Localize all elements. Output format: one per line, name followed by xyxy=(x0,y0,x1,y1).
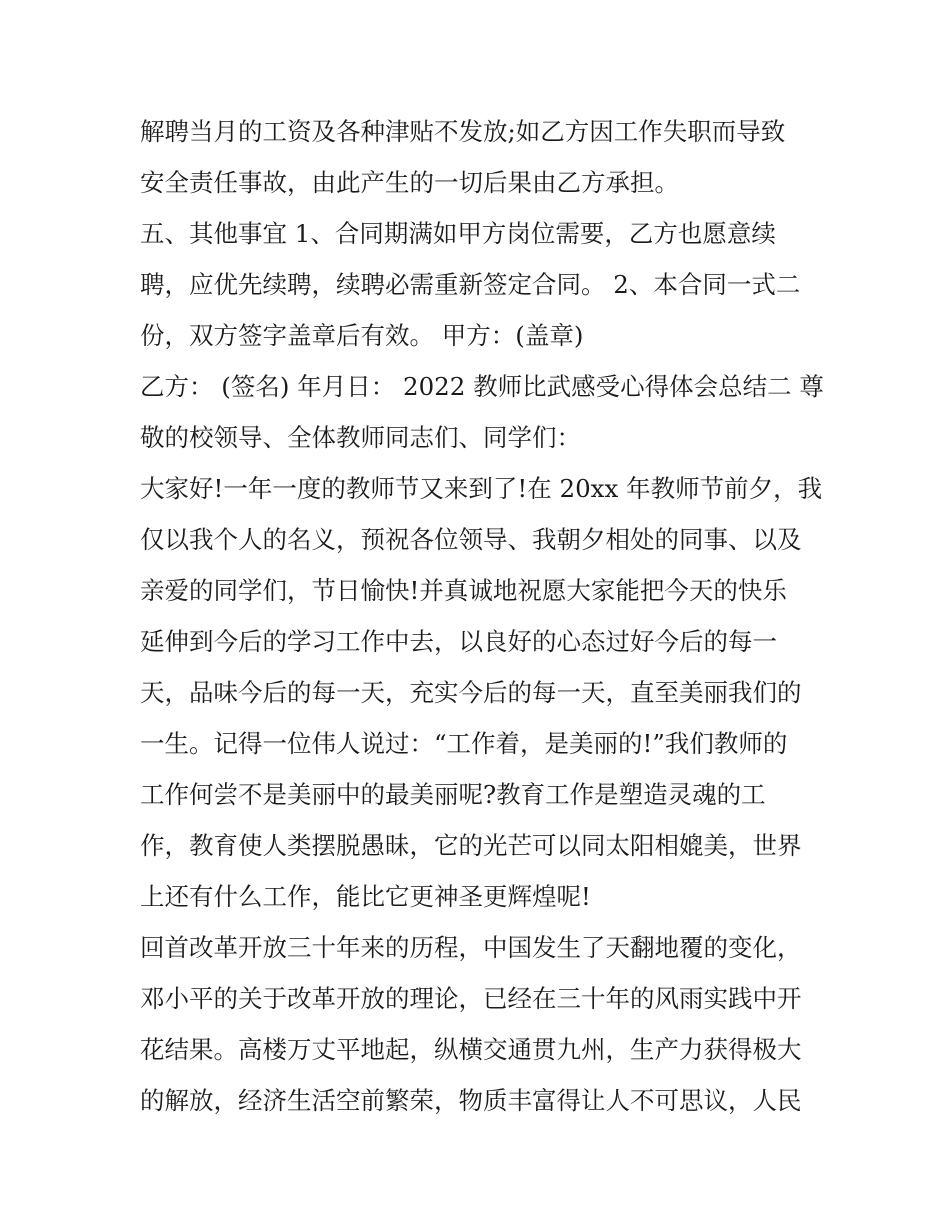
text-line: 延伸到今后的学习工作中去，以良好的心态过好今后的每一 xyxy=(140,627,777,656)
text-line: 亲爱的同学们，节日愉快!并真诚地祝愿大家能把今天的快乐 xyxy=(140,576,787,605)
text-line: 花结果。高楼万丈平地起，纵横交通贯九州，生产力获得极大 xyxy=(140,1035,802,1064)
text-line: 的解放，经济生活空前繁荣，物质丰富得让人不可思议，人民 xyxy=(140,1086,802,1115)
text-line: 上还有什么工作，能比它更神圣更辉煌呢! xyxy=(140,882,591,911)
text-line: 一生。记得一位伟人说过：“工作着，是美丽的!”我们教师的 xyxy=(140,729,788,758)
text-line: 份，双方签字盖章后有效。 甲方：(盖章) xyxy=(140,321,584,350)
text-line: 聘，应优先续聘，续聘必需重新签定合同。 2、本合同一式二 xyxy=(140,270,801,299)
text-line: 解聘当月的工资及各种津贴不发放;如乙方因工作失职而导致 xyxy=(140,117,786,146)
text-line: 仅以我个人的名义，预祝各位领导、我朝夕相处的同事、以及 xyxy=(140,525,802,554)
text-line: 邓小平的关于改革开放的理论，已经在三十年的风雨实践中开 xyxy=(140,984,802,1013)
document-body xyxy=(140,106,824,1126)
text-line: 五、其他事宜 1、合同期满如甲方岗位需要，乙方也愿意续 xyxy=(140,219,776,248)
text-line: 安全责任事故，由此产生的一切后果由乙方承担。 xyxy=(140,168,679,197)
text-line: 敬的校领导、全体教师同志们、同学们： xyxy=(140,423,581,452)
text-line: 乙方： (签名) 年月日： 2022 教师比武感受心得体会总结二 尊 xyxy=(140,372,824,401)
text-line: 大家好!一年一度的教师节又来到了!在 20xx 年教师节前夕，我 xyxy=(140,474,823,503)
text-line: 工作何尝不是美丽中的最美丽呢?教育工作是塑造灵魂的工 xyxy=(140,780,766,809)
text-line: 天，品味今后的每一天，充实今后的每一天，直至美丽我们的 xyxy=(140,678,802,707)
text-line: 回首改革开放三十年来的历程，中国发生了天翻地覆的变化， xyxy=(140,933,802,962)
text-line: 作，教育使人类摆脱愚昧，它的光芒可以同太阳相媲美，世界 xyxy=(140,831,802,860)
